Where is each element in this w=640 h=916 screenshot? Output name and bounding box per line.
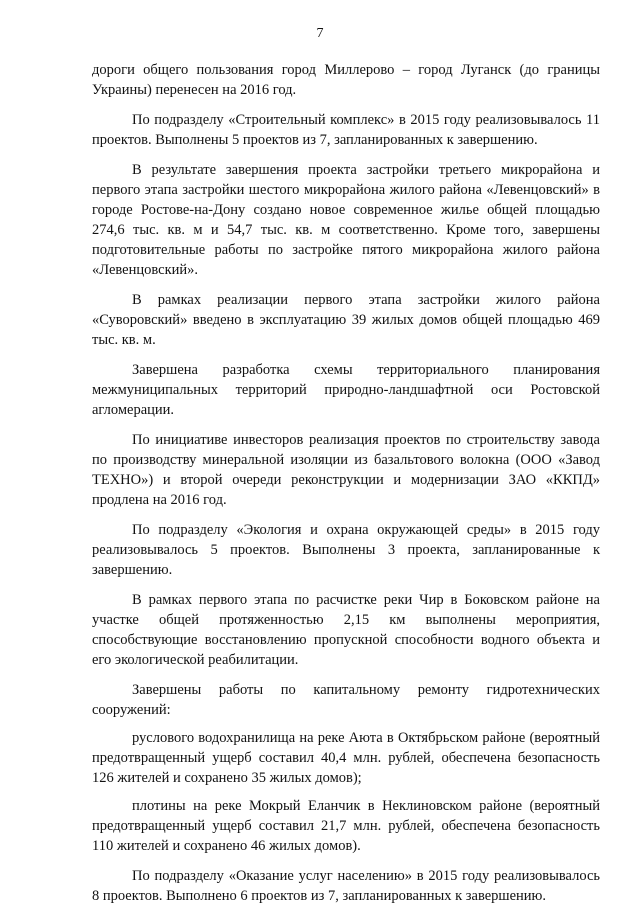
paragraph: Завершены работы по капитальному ремонту гидротехнических сооружений:: [92, 682, 600, 718]
page-number: 7: [316, 26, 324, 41]
document-body: [92, 60, 600, 916]
list-item: плотины на реке Мокрый Еланчик в Неклиновском районе (вероятный предотвращенный ущерб составил 21,7 млн. рублей, обеспечена безопасность 110 жителей и сохранено 46 жилых домов).: [92, 798, 600, 854]
paragraph: В результате завершения проекта застройки третьего микрорайона и первого этапа застройки шестого микрорайона жилого района «Левенцовский» в городе Ростове-на-Дону создано новое современное жилье общей площадью 274,6 тыс. кв. м и 54,7 тыс. кв. м соответственно. Кроме того, завершены подготовительные работы по застройке пятого микрорайона жилого района «Левенцовский».: [92, 162, 600, 278]
paragraph: По подразделу «Оказание услуг населению» в 2015 году реализовывалось 8 проектов. Выполнено 6 проектов из 7, запланированных к завершению.: [92, 868, 600, 904]
paragraph: В рамках первого этапа по расчистке реки Чир в Боковском районе на участке общей протяженностью 2,15 км выполнены мероприятия, способствующие восстановлению пропускной способности водного объекта и его экологической реабилитации.: [92, 592, 600, 668]
paragraph: По подразделу «Экология и охрана окружающей среды» в 2015 году реализовывалось 5 проектов. Выполнены 3 проекта, запланированные к завершению.: [92, 522, 600, 578]
paragraph: По подразделу «Строительный комплекс» в 2015 году реализовывалось 11 проектов. Выполнены 5 проектов из 7, запланированных к завершению.: [92, 112, 600, 148]
paragraph: Завершена разработка схемы территориального планирования межмуниципальных территорий природно-ландшафтной оси Ростовской агломерации.: [92, 362, 600, 418]
paragraph: дороги общего пользования город Миллерово – город Луганск (до границы Украины) перенесен на 2016 год.: [92, 62, 600, 98]
paragraph: По инициативе инвесторов реализация проектов по строительству завода по производству минеральной изоляции из базальтового волокна (ООО «Завод ТЕХНО») и второй очереди реконструкции и модернизации ЗАО «ККПД» продлена на 2016 год.: [92, 432, 600, 508]
list-item: руслового водохранилища на реке Аюта в Октябрьском районе (вероятный предотвращенный ущерб составил 40,4 млн. рублей, обеспечена безопасность 126 жителей и сохранено 35 жилых домов);: [92, 730, 600, 786]
paragraph: В рамках реализации первого этапа застройки жилого района «Суворовский» введено в эксплуатацию 39 жилых домов общей площадью 469 тыс. кв. м.: [92, 292, 600, 348]
